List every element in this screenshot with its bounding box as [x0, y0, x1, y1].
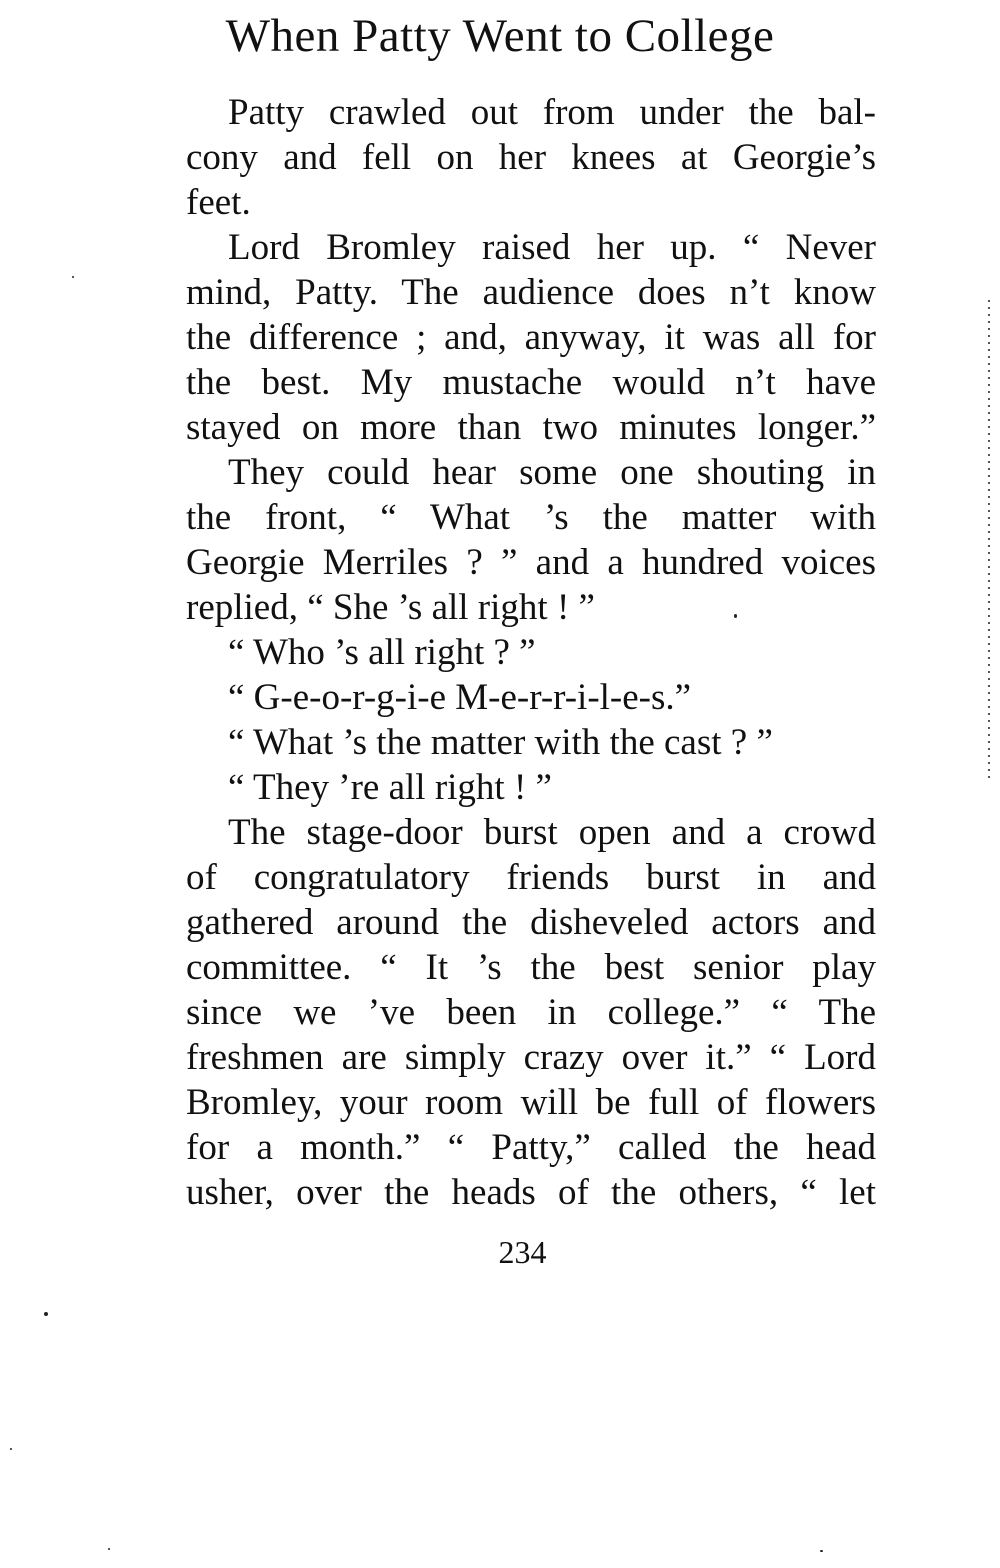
- text-line: committee. “ It ’s the best senior play: [186, 947, 876, 988]
- running-title: When Patty Went to College: [225, 10, 775, 62]
- text-line: the difference ; and, anyway, it was all for: [186, 317, 876, 358]
- text-line: the front, “ What ’s the matter with: [186, 497, 876, 538]
- text-line: The stage-door burst open and a crowd: [228, 812, 876, 853]
- text-line: since we ’ve been in college.” “ The: [186, 992, 876, 1033]
- text-line: Lord Bromley raised her up. “ Never: [228, 227, 876, 268]
- scan-speck: [44, 1312, 48, 1316]
- text-line: usher, over the heads of the others, “ let: [186, 1172, 876, 1213]
- text-line: “ They ’re all right ! ”: [228, 767, 552, 808]
- scan-speck: [72, 276, 74, 278]
- text-line: Bromley, your room will be full of flowers: [186, 1082, 876, 1123]
- text-line: replied, “ She ’s all right ! ”: [186, 587, 595, 628]
- scan-speck: [10, 1448, 12, 1450]
- text-line: “ Who ’s all right ? ”: [228, 632, 536, 673]
- text-line: Georgie Merriles ? ” and a hundred voices: [186, 542, 876, 583]
- text-line: They could hear some one shouting in: [228, 452, 876, 493]
- text-line: feet.: [186, 182, 251, 223]
- text-line: freshmen are simply crazy over it.” “ Lord: [186, 1037, 876, 1078]
- text-line: cony and fell on her knees at Georgie’s: [186, 137, 876, 178]
- text-line: the best. My mustache would n’t have: [186, 362, 876, 403]
- text-line: “ G-e-o-r-g-i-e M-e-r-r-i-l-e-s.”: [228, 677, 692, 718]
- text-line: “ What ’s the matter with the cast ? ”: [228, 722, 773, 763]
- text-line: stayed on more than two minutes longer.”: [186, 407, 876, 448]
- text-line: mind, Patty. The audience does n’t know: [186, 272, 876, 313]
- scan-speck: [820, 1550, 823, 1552]
- text-line: for a month.” “ Patty,” called the head: [186, 1127, 876, 1168]
- text-line: Patty crawled out from under the bal-: [228, 92, 876, 133]
- page-number: 234: [498, 1234, 547, 1270]
- scan-speck: [108, 1548, 110, 1550]
- text-line: of congratulatory friends burst in and: [186, 857, 876, 898]
- scan-edge-marks: [988, 300, 990, 780]
- text-line: gathered around the disheveled actors and: [186, 902, 876, 943]
- body-text: [186, 90, 876, 1215]
- scan-speck: [734, 614, 737, 618]
